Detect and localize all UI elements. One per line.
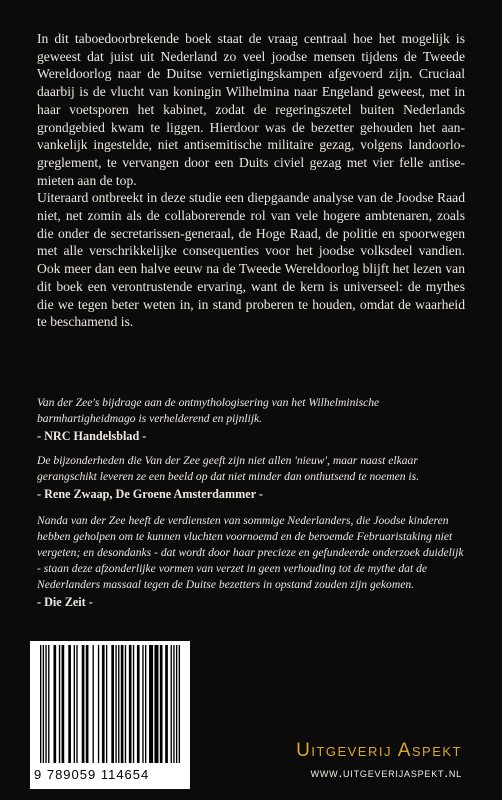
review-die-zeit: [37, 513, 465, 611]
barcode-bar: [149, 645, 153, 763]
barcode-bar: [59, 645, 60, 763]
isbn-barcode: [30, 641, 190, 789]
barcode-bar: [133, 645, 134, 763]
barcode-bar: [171, 645, 172, 763]
barcode-bar: [137, 645, 140, 763]
barcode-bar: [165, 645, 168, 763]
publisher-block: [296, 740, 462, 784]
barcode-bar: [179, 645, 180, 763]
barcode-bar: [62, 645, 65, 763]
review-quote: Van der Zee's bijdrage aan de ontmythologisering van het Wilhelminische barmhartigheidmago is verhelderend en pijnlijk.: [37, 396, 380, 425]
review-groene: [37, 453, 465, 503]
barcode-bar: [176, 645, 177, 763]
barcode-digits: 9 789059 114654: [34, 767, 150, 782]
review-nrc: [37, 395, 465, 445]
blurb-paragraph-2: Uiteraard ontbreekt in deze studie een diepgaande analyse van de Joodse Raad niet, net zomin als de collaborerende rol van vele hogere ambtenaren, zoals die onder de secretarissen-generaal, de Hoge Raad, de politie en spoorwegen met alle verschrikkelijke consequenties voor het joodse volksdeel vandien. Ook meer dan een halve eeuw na de Tweede Wereldoorlog blijft het lezen van dit boek een verontrustende ervaring, want de kern is universeel: de mythes die we tegen beter weten in, in stand proberen te houden, omdat de waarheid te beschamend is.: [37, 190, 465, 330]
barcode-bar: [142, 645, 143, 763]
barcode-bar: [102, 645, 105, 763]
blurb-text: [37, 30, 465, 331]
barcode-bar: [40, 645, 41, 763]
barcode-bar: [121, 645, 124, 763]
barcode-bar: [118, 645, 119, 763]
publisher-name: Uitgeverij Aspekt: [296, 740, 462, 761]
barcode-bar: [48, 645, 49, 763]
barcode-bar: [125, 645, 126, 763]
barcode-bar: [154, 645, 158, 763]
barcode-bar: [173, 645, 174, 763]
barcode-bar: [45, 645, 46, 763]
barcode-bar: [86, 645, 89, 763]
barcode-bar: [82, 645, 85, 763]
barcode-bars: [36, 645, 184, 765]
barcode-bar: [145, 645, 146, 763]
review-source: - NRC Handelsblad -: [37, 429, 147, 443]
barcode-bar: [93, 645, 94, 763]
barcode-bar: [106, 645, 107, 763]
barcode-bar: [76, 645, 77, 763]
barcode-bar: [68, 645, 71, 763]
review-quote: De bijzonderheden die Van der Zee geeft zijn niet allen 'nieuw', maar naast elkaar gerangschikt leveren ze een beeld op dat niet minder dan onthutsend te noemen is.: [37, 454, 420, 483]
barcode-bar: [129, 645, 132, 763]
review-quote: Nanda van der Zee heeft de verdiensten van sommige Nederlanders, die Joodse kinderen hebben geholpen om te kunnen vluchten voornoemd en de beroemde Februaristaking niet vergeten; en desondanks - dat wordt door haar precieze en gefundeerde onderzoek duidelijk - staan deze afzonderlijke vormen van verzet in geen verhouding tot de mythe dat de Nederlanders massaal tegen de Duitse bezetters in opstand zouden zijn gekomen.: [37, 514, 464, 591]
review-source: - Rene Zwaap, De Groene Amsterdammer -: [37, 487, 263, 501]
barcode-bar: [53, 645, 56, 763]
barcode-bar: [43, 645, 44, 763]
barcode-bar: [98, 645, 99, 763]
barcode-bar: [74, 645, 75, 763]
barcode-bar: [115, 645, 116, 763]
blurb-paragraph-1: In dit taboedoorbrekende boek staat de vraag centraal hoe het mogelijk is geweest dat juist uit Nederland zo veel joodse mensen tijdens de Tweede Wereldoorlog naar de Duitse vernietigingskampen afgevoerd zijn. Cruciaal daarbij is de vlucht van koningin Wilhelmina naar Engeland geweest, met in haar voetsporen het kabinet, zodat de regeringszetel buiten Nederlands grondgebied kwam te liggen. Hierdoor was de bezetter gehouden het aanvankelijk ingestelde, niet antisemitische militaire gezag, volgens landoorlogreglement, te vervangen door een Duits civiel gezag met vier felle antisemieten aan de top.: [37, 31, 465, 188]
publisher-url[interactable]: www.uitgeverijaspekt.nl: [310, 765, 462, 780]
review-source: - Die Zeit -: [37, 595, 93, 609]
barcode-bar: [111, 645, 114, 763]
barcode-bar: [160, 645, 163, 763]
